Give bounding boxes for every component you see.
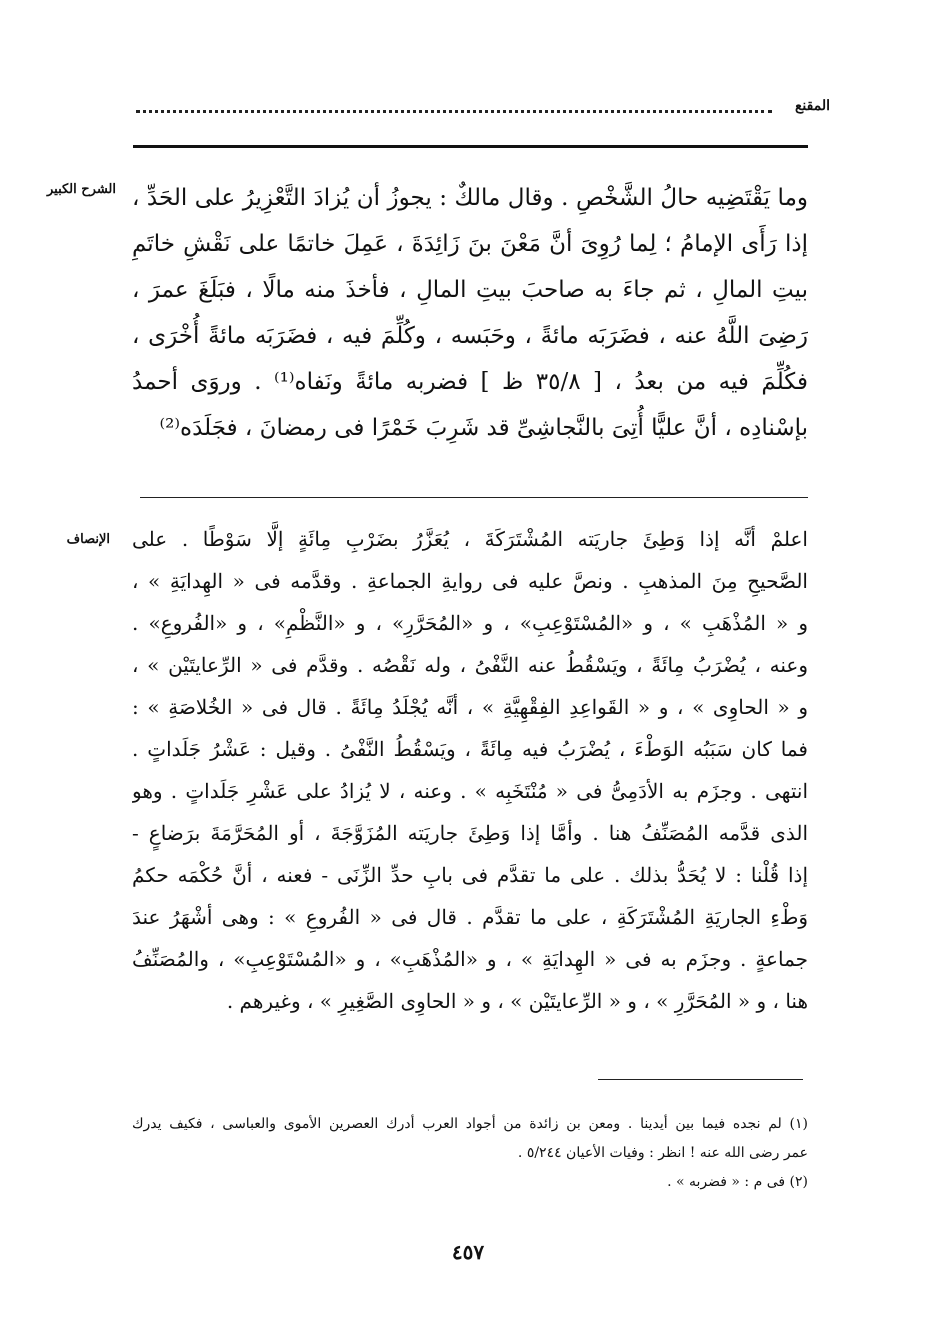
insaf-line: الذى قدَّمه المُصَنِّفُ هنا . وأمَّا إذا وَطِئَ جاريَته المُزَوَّجَةَ ، أو المُحَرَّمَةَ برَضاعٍ - [132,821,808,845]
footnotes [132,1110,808,1197]
margin-label-sharh: الشرح الكبير [46,182,116,197]
running-header [130,96,830,124]
footnote-line: (٢) فى م : « فضربه » . [667,1174,808,1190]
margin-label-insaf: الإنصاف [66,532,110,547]
sharh-line: فكُلِّمَ فيه من بعدُ ، [ ٣٥/٨ ظ ] فضربه مائةً ونَفاه⁽¹⁾ . وروَى أحمدُ [132,369,808,395]
insaf-line: وَطْءِ الجاريَةِ المُشْتَرَكَةِ ، على ما تقدَّم . قال فى « الفُروعِ » : وهى أشْهَرُ عندَ [132,905,808,929]
insaf-line: و « الحاوِى » ، و « القَواعِدِ الفِقْهِيَّةِ » ، أنَّه يُجْلَدُ مِائَةً . قال فى « الخُلاصَةِ » : [132,695,808,719]
header-rule [133,145,808,148]
footnote-line: (١) لم نجده فيما بين أيدينا . ومعن بن زائدة من أجواد العرب أدرك العصرين الأموى والعباسى ، فكيف يدرك [132,1116,808,1132]
footnote-rule [598,1079,803,1080]
header-title: المقنع [794,98,830,114]
sharh-line: إذا رَأَى الإمامُ ؛ لِما رُوِىَ أنَّ مَعْنَ بنَ زَائِدَةَ ، عَمِلَ خاتمًا على نَقْشِ خاتَمِ [132,231,808,257]
insaf-text-block [132,518,808,1022]
header-dotted-leader [136,110,772,113]
insaf-line: جماعةٍ . وجزَم به فى « الهِدايَةِ » ، و «المُذْهَبِ» ، و «المُسْتَوْعِبِ» ، والمُصَنِّفُ [132,947,808,971]
sharh-text-block [132,175,808,451]
insaf-line: هنا ، و « المُحَرَّرِ » ، و « الرِّعايتَيْن » ، و « الحاوِى الصَّغِيرِ » ، وغيرهم . [226,989,808,1013]
sharh-line: بإسْنادِه ، أنَّ عليًّا أُتِىَ بالنَّجاشِىِّ قد شَرِبَ خَمْرًا فى رمضانَ ، فجَلَدَه⁽²⁾ [159,415,808,441]
sharh-line: بيتِ المالِ ، ثم جاءَ به صاحبَ بيتِ المالِ ، فأخذَ منه مالًا ، فبَلَغَ عمرَ ، [132,277,808,303]
insaf-line: الصَّحيحِ مِنَ المذهبِ . ونصَّ عليه فى روايةِ الجماعةِ . وقدَّمه فى « الهِدايَةِ » ، [132,569,808,593]
insaf-line: و « المُذْهَبِ » ، و «المُسْتَوْعِبِ» ، و «المُحَرَّرِ» ، و «النَّظْمِ» ، و «الفُروعِ» . [132,611,808,635]
sharh-line: رَضِىَ اللَّهُ عنه ، فضَرَبَه مائةً ، وحَبَسه ، وكُلِّمَ فيه ، فضَرَبَه مائةً أُخْرَى ، [132,323,808,349]
insaf-line: وعنه ، يُضْرَبُ مِائَةً ، ويَسْقُطُ عنه النَّفْىُ ، وله نَقْصُه . وقدَّم فى « الرِّعايتَيْن » ، [132,653,808,677]
insaf-line: إذا قُلْنا : لا يُحَدُّ بذلك . على ما تقدَّم فى بابِ حدِّ الزِّنَى - فعنه ، أنَّ حُكْمَه حكمُ [132,863,808,887]
insaf-line: فما كان سَبَبُه الوَطْءَ ، يُضْرَبُ فيه مِائَةً ، ويَسْقُطُ النَّفْىُ . وقيل : عَشْرُ جَلَداتٍ . [132,737,808,761]
footnote-line: عمر رضى الله عنه ! انظر : وفيات الأعيان ٥/٢٤٤ . [517,1145,808,1161]
insaf-line: اعلمْ أنَّه إذا وَطِئَ جاريَته المُشْتَرَكَةَ ، يُعَزَّرُ بضَرْبِ مِائَةٍ إلَّا سَوْطًا . على [132,527,808,551]
section-divider [140,497,808,498]
sharh-line: وما يَقْتَضِيه حالُ الشَّخْصِ . وقال مالكٌ : يجوزُ أن يُزادَ التَّعْزِيرُ على الحَدِّ ، [132,185,808,211]
page-number: ٤٥٧ [451,1240,485,1264]
insaf-line: انتهى . وجزَم به الأدَمِىُّ فى « مُنْتَخَبِه » . وعنه ، لا يُزادُ على عَشْرِ جَلَداتٍ . وهو [132,779,808,803]
